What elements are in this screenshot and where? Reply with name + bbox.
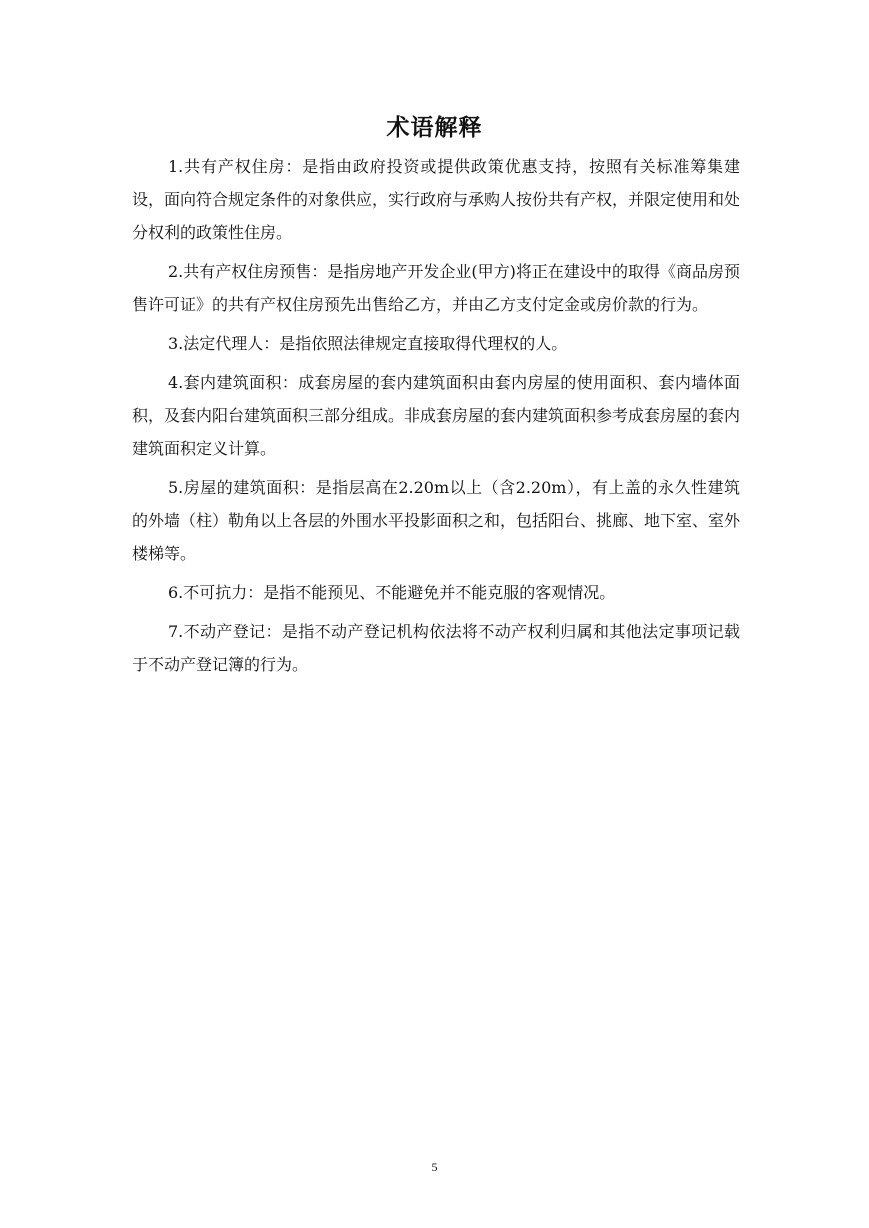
terms-list [132, 150, 740, 687]
term-item-4: 4.套内建筑面积：成套房屋的套内建筑面积由套内房屋的使用面积、套内墙体面积，及套内阳台建筑面积三部分组成。非成套房屋的套内建筑面积参考成套房屋的套内建筑面积定义计算。 [132, 373, 741, 458]
term-item-1: 1.共有产权住房：是指由政府投资或提供政策优惠支持，按照有关标准筹集建设，面向符合规定条件的对象供应，实行政府与承购人按份共有产权，并限定使用和处分权利的政策性住房。 [132, 157, 741, 242]
page-title: 术语解释 [386, 115, 483, 141]
term-item-3: 3.法定代理人：是指依照法律规定直接取得代理权的人。 [168, 334, 568, 353]
page-number: 5 [431, 1160, 438, 1174]
term-item-2: 2.共有产权住房预售：是指房地产开发企业(甲方)将正在建设中的取得《商品房预售许可证》的共有产权住房预先出售给乙方，并由乙方支付定金或房价款的行为。 [132, 262, 740, 314]
term-item-7: 7.不动产登记：是指不动产登记机构依法将不动产权利归属和其他法定事项记载于不动产登记簿的行为。 [132, 622, 740, 674]
term-item-5: 5.房屋的建筑面积：是指层高在2.20m以上（含2.20m），有上盖的永久性建筑的外墙（柱）勒角以上各层的外围水平投影面积之和，包括阳台、挑廊、地下室、室外楼梯等。 [132, 478, 741, 563]
term-item-6: 6.不可抗力：是指不能预见、不能避免并不能克服的客观情况。 [168, 583, 616, 602]
